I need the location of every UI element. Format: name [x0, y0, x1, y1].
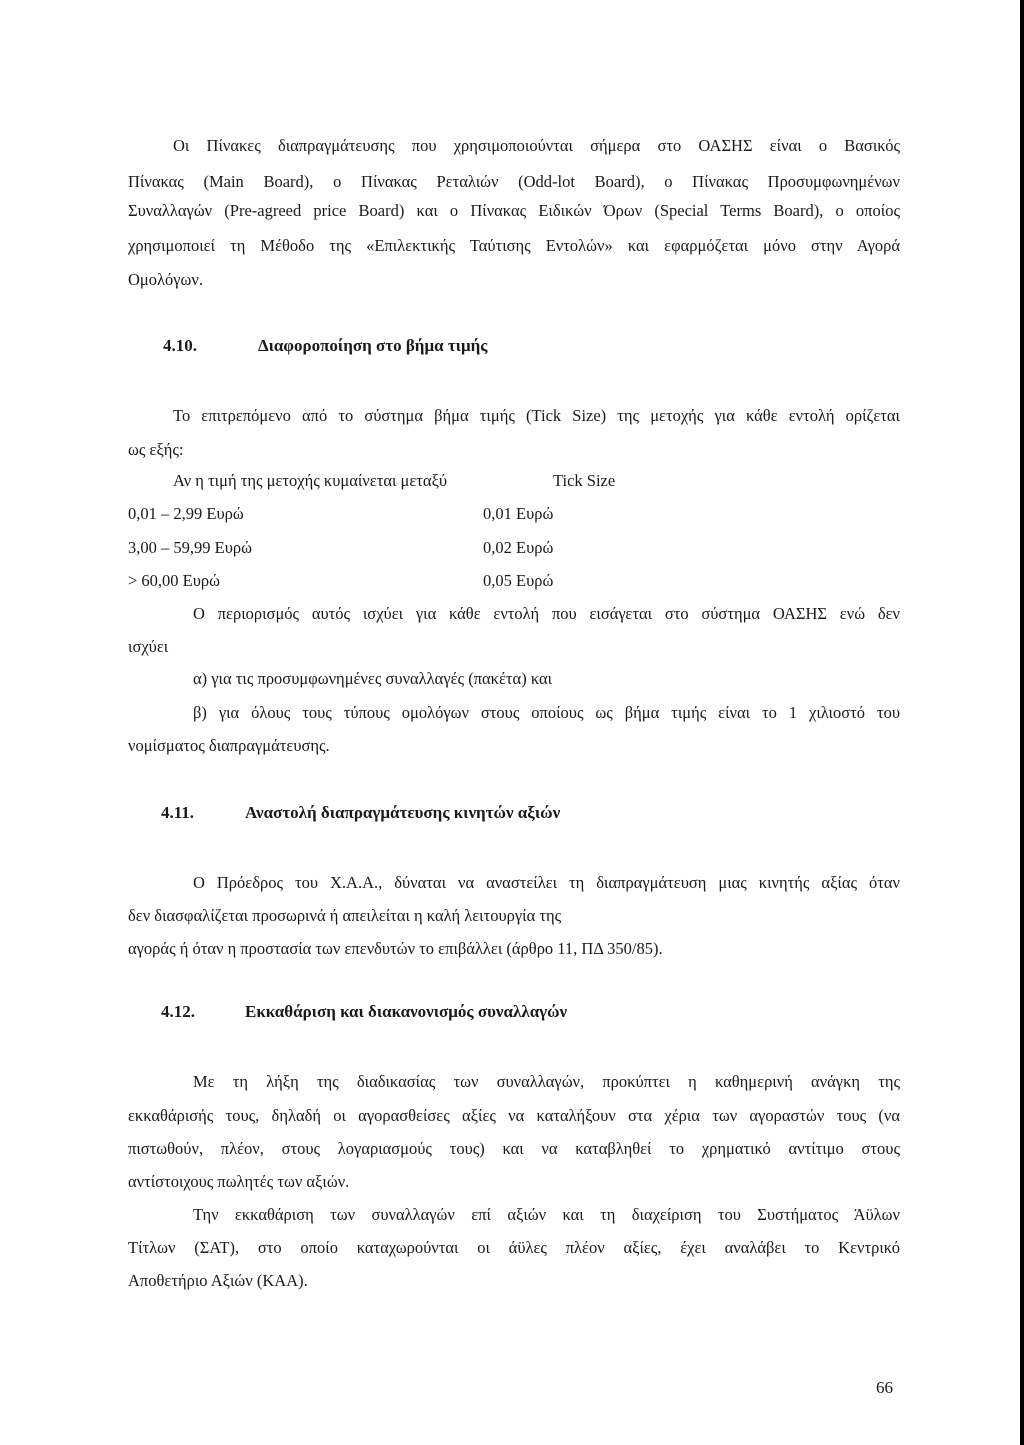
tick-table-header-size: Tick Size — [553, 471, 616, 490]
clearing-p1-line-2: εκκαθάρισής τους, δηλαδή οι αγορασθείσες αξίες να καταλήξουν στα χέρια των αγοραστών τους (να — [128, 1106, 900, 1125]
tick-row-1-range: 0,01 – 2,99 Ευρώ — [128, 504, 244, 523]
exception-item-a: α) για τις προσυμφωνημένες συναλλαγές (πακέτα) και — [193, 669, 553, 688]
section-4-10-number: 4.10. — [163, 336, 197, 355]
section-4-11-title: Αναστολή διαπραγμάτευσης κινητών αξιών — [245, 803, 561, 822]
section-4-11-number: 4.11. — [161, 803, 195, 822]
intro-line-4: χρησιμοποιεί τη Μέθοδο της «Επιλεκτικής Ταύτισης Εντολών» και εφαρμόζεται μόνο στην Αγορά — [128, 236, 900, 255]
intro-line-3: Συναλλαγών (Pre-agreed price Board) και ο Πίνακας Ειδικών Όρων (Special Terms Board), ο οποίος — [128, 201, 900, 220]
suspension-line-1: Ο Πρόεδρος του Χ.Α.Α., δύναται να αναστείλει τη διαπραγμάτευση μιας κινητής αξίας όταν — [193, 873, 900, 892]
section-4-12-title: Εκκαθάριση και διακανονισμός συναλλαγών — [245, 1002, 568, 1021]
restriction-line-1: Ο περιορισμός αυτός ισχύει για κάθε εντολή που εισάγεται στο σύστημα ΟΑΣΗΣ ενώ δεν — [193, 604, 900, 623]
tick-intro-line-2: ως εξής: — [128, 440, 184, 459]
tick-row-2-range: 3,00 – 59,99 Ευρώ — [128, 538, 252, 557]
intro-line-1: Οι Πίνακες διαπραγμάτευσης που χρησιμοποιούνται σήμερα στο ΟΑΣΗΣ είναι ο Βασικός — [173, 136, 900, 155]
section-4-10-title: Διαφοροποίηση στο βήμα τιμής — [258, 336, 488, 355]
clearing-p2-line-2: Τίτλων (ΣΑΤ), στο οποίο καταχωρούνται οι άϋλες πλέον αξίες, έχει αναλάβει το Κεντρικό — [128, 1238, 900, 1257]
exception-item-b-line-1: β) για όλους τους τύπους ομολόγων στους οποίους ως βήμα τιμής είναι το 1 χιλιοστό του — [193, 703, 900, 722]
tick-row-2-size: 0,02 Ευρώ — [483, 538, 554, 557]
clearing-p1-line-3: πιστωθούν, πλέον, στους λογαριασμούς τους) και να καταβληθεί το χρηματικό αντίτιμο στους — [128, 1139, 900, 1158]
restriction-line-2: ισχύει — [128, 637, 169, 656]
tick-row-1-size: 0,01 Ευρώ — [483, 504, 554, 523]
clearing-p1-line-1: Με τη λήξη της διαδικασίας των συναλλαγών, προκύπτει η καθημερινή ανάγκη της — [193, 1072, 900, 1091]
tick-row-3-range: > 60,00 Ευρώ — [128, 571, 221, 590]
suspension-line-3: αγοράς ή όταν η προστασία των επενδυτών το επιβάλλει (άρθρο 11, ΠΔ 350/85). — [128, 939, 663, 958]
exception-item-b-line-2: νομίσματος διαπραγμάτευσης. — [128, 736, 330, 755]
section-4-12-number: 4.12. — [161, 1002, 195, 1021]
intro-line-5: Ομολόγων. — [128, 270, 203, 289]
clearing-p2-line-1: Την εκκαθάριση των συναλλαγών επί αξιών και τη διαχείριση του Συστήματος Άϋλων — [193, 1205, 900, 1224]
tick-table-header-range: Αν η τιμή της μετοχής κυμαίνεται μεταξύ — [173, 471, 448, 490]
clearing-p2-line-3: Αποθετήριο Αξιών (ΚΑΑ). — [128, 1271, 308, 1290]
tick-intro-line-1: Το επιτρεπόμενο από το σύστημα βήμα τιμής (Tick Size) της μετοχής για κάθε εντολή ορίζεται — [173, 406, 900, 425]
page-number: 66 — [876, 1378, 893, 1397]
tick-row-3-size: 0,05 Ευρώ — [483, 571, 554, 590]
clearing-p1-line-4: αντίστοιχους πωλητές των αξιών. — [128, 1172, 350, 1191]
suspension-line-2: δεν διασφαλίζεται προσωρινά ή απειλείται η καλή λειτουργία της — [128, 906, 562, 925]
intro-line-2: Πίνακας (Main Board), ο Πίνακας Ρεταλιών (Odd-lot Board), ο Πίνακας Προσυμφωνημένων — [128, 172, 900, 191]
